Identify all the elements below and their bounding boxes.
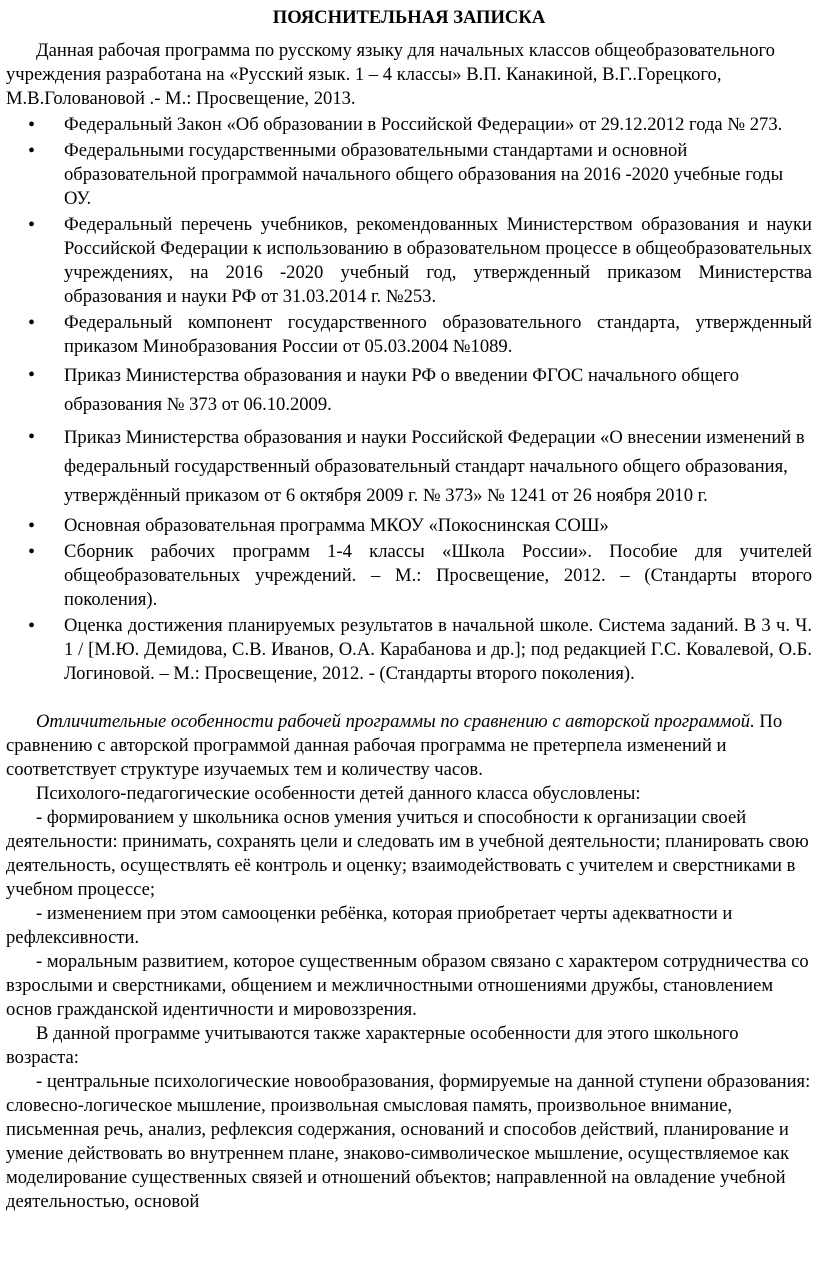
list-item: • Федеральными государственными образовательными стандартами и основной образовательной программой начального общего образования на 2016 -2020 учебные годы ОУ.: [6, 139, 812, 211]
psych-item: - изменением при этом самооценки ребёнка, которая приобретает черты адекватности и рефлексивности.: [6, 903, 733, 948]
list-item: • Основная образовательная программа МКОУ «Покоснинская СОШ»: [6, 514, 812, 538]
document-title: ПОЯСНИТЕЛЬНАЯ ЗАПИСКА: [272, 7, 546, 28]
regulations-list: [6, 113, 812, 686]
features-heading: Отличительные особенности рабочей программы по сравнению с авторской программой.: [36, 711, 755, 732]
age-intro: В данной программе учитываются также характерные особенности для этого школьного возраста:: [6, 1023, 739, 1068]
psych-item: - формированием у школьника основ умения учиться и способности к организации своей деятельности: принимать, сохранять цели и следовать им в учебной деятельности; планировать свою деятельность, осуществлять её контроль и оценку; взаимодействовать с учителем и сверстниками в учебном процессе;: [6, 807, 809, 900]
psych-intro: Психолого-педагогические особенности детей данного класса обусловлены:: [36, 783, 641, 804]
list-item: • Федеральный компонент государственного образовательного стандарта, утвержденный приказом Минобразования России от 05.03.2004 №1089.: [6, 311, 812, 359]
age-item: - центральные психологические новообразования, формируемые на данной ступени образования: словесно-логическое мышление, произвольная смысловая память, произвольное внимание, письменная речь, анализ, рефлексия содержания, оснований и способов действий, планирование и умение действовать во внутреннем плане, знаково-символическое мышление, осуществляемое как моделирование существенных связей и отношений объектов; направленной на овладение учебной деятельностью, основой: [6, 1071, 811, 1212]
list-item: • Федеральный Закон «Об образовании в Российской Федерации» от 29.12.2012 года № 273.: [6, 113, 812, 137]
section-spacer: [6, 688, 812, 710]
psych-item: - моральным развитием, которое существенным образом связано с характером сотрудничества со взрослыми и сверстниками, общением и межличностными отношениями дружбы, становлением основ гражданской идентичности и мировоззрения.: [6, 951, 809, 1020]
features-text: По сравнению с авторской программой данная рабочая программа не претерпела изменений и соответствует структуре изучаемых тем и количеству часов.: [6, 711, 783, 780]
list-item: • Приказ Министерства образования и науки Российской Федерации «О внесении изменений в федеральный государственный образовательный стандарт начального общего образования, утверждённый приказом от 6 октября 2009 г. № 373» № 1241 от 26 ноября 2010 г.: [6, 423, 812, 510]
list-item: • Приказ Министерства образования и науки РФ о введении ФГОС начального общего образования № 373 от 06.10.2009.: [6, 361, 812, 419]
list-item: • Сборник рабочих программ 1-4 классы «Школа России». Пособие для учителей общеобразовательных учреждений. – М.: Просвещение, 2012. – (Стандарты второго поколения).: [6, 540, 812, 612]
features-paragraph: [6, 710, 812, 782]
list-item: • Федеральный перечень учебников, рекомендованных Министерством образования и науки Российской Федерации к использованию в образовательном процессе в общеобразовательных учреждениях, на 2016 -2020 учебный год, утвержденный приказом Министерства образования и науки РФ от 31.03.2014 г. №253.: [6, 213, 812, 309]
intro-paragraph: Данная рабочая программа по русскому языку для начальных классов общеобразовательного учреждения разработана на «Русский язык. 1 – 4 классы» В.П. Канакиной, В.Г..Горецкого, М.В.Головановой .- М.: Просвещение, 2013.: [6, 40, 775, 109]
list-item: • Оценка достижения планируемых результатов в начальной школе. Система заданий. В 3 ч. Ч. 1 / [М.Ю. Демидова, С.В. Иванов, О.А. Карабанова и др.]; под редакцией Г.С. Ковалевой, О.Б. Логиновой. – М.: Просвещение, 2012. - (Стандарты второго поколения).: [6, 614, 812, 686]
